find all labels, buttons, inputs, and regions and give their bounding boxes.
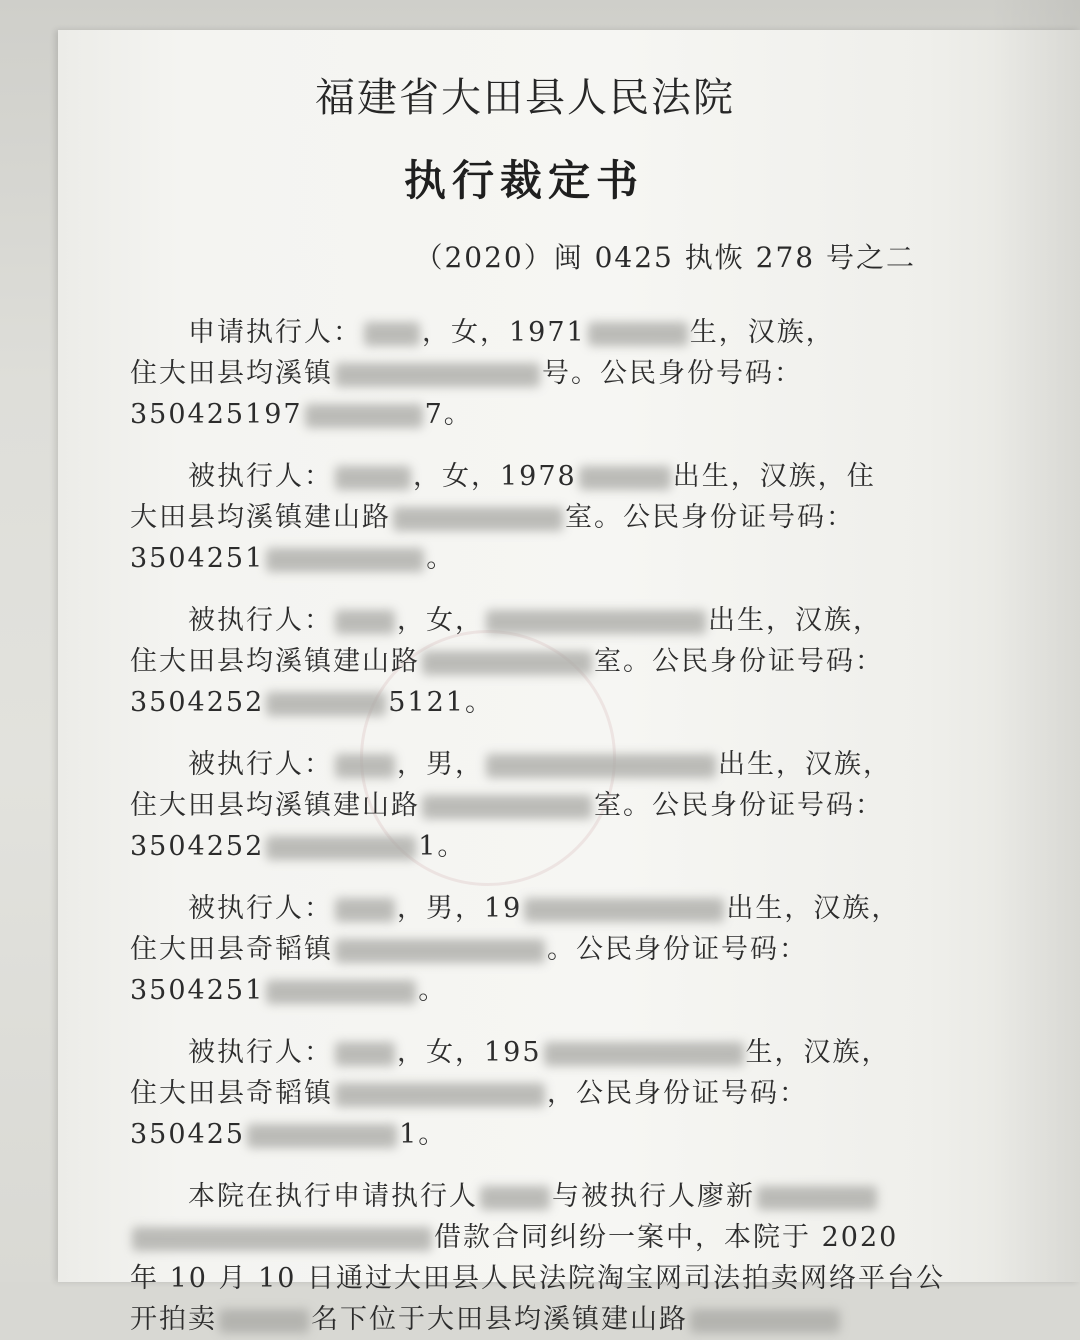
paragraph-line [130,1176,915,1217]
id-number-prefix: 3504252 [130,831,265,862]
redacted-address [335,939,545,963]
document-title: 执行裁定书 [403,156,644,205]
redacted-name [335,754,395,778]
redacted-name [219,1309,309,1333]
redacted-birthdate [524,898,724,922]
party-text: ，女，195 [397,1037,542,1068]
party-respondent [130,600,915,723]
party-text: 生，汉族， [689,317,835,348]
party-text: 出生，汉族， [718,749,892,780]
party-role: 申请执行人： [188,317,362,348]
redacted-birthdate [544,1042,744,1066]
party-text: 大田县均溪镇建山路 [130,502,391,533]
party-text: 出生，汉族， [708,605,882,636]
document-body [130,312,946,1340]
ruling-paragraph [130,1176,946,1340]
redacted-id [305,404,423,428]
party-text: 。公民身份证号码： [547,934,808,965]
paragraph-text: 与被执行人廖新 [552,1181,755,1212]
redacted-id [266,980,416,1004]
party-text: ，男，19 [397,893,523,924]
paragraph-text: 本院在执行申请执行人 [188,1181,478,1212]
party-text: ，公民身份证号码： [547,1078,808,1109]
court-name: 福建省大田县人民法院 [315,75,735,121]
party-text: ，男， [397,749,484,780]
party-text: 住大田县均溪镇建山路 [130,790,420,821]
redacted-address [422,795,592,819]
party-line [130,1073,915,1114]
party-line [130,456,915,497]
party-line [130,970,915,1011]
redacted-name [335,1042,395,1066]
redacted-birthdate [486,754,716,778]
party-text: 号。公民身份号码： [542,358,803,389]
party-text: ，女，1971 [422,317,586,348]
party-text: 住大田县均溪镇 [130,358,333,389]
paragraph-line [130,1217,915,1258]
party-line [130,353,915,394]
party-role: 被执行人： [188,749,333,780]
redacted-birthdate [588,322,688,346]
redacted-name [480,1186,550,1210]
party-text: 1。 [418,831,467,862]
party-line [130,1032,915,1073]
redacted-address [422,651,592,675]
party-text: 住大田县奇韬镇 [130,1078,333,1109]
redacted-id [247,1124,397,1148]
redacted-birthdate [579,466,671,490]
paragraph-text: 开拍卖 [130,1304,217,1335]
redacted-id [266,692,386,716]
party-respondent [130,888,915,1011]
party-text: 7。 [424,399,473,430]
party-text: 室。公民身份证号码： [565,502,855,533]
party-text: 室。公民身份证号码： [594,646,884,677]
party-text: 5121。 [388,687,494,718]
party-text: 。 [426,543,456,574]
party-line [130,600,915,641]
party-line [130,682,915,723]
id-number-prefix: 3504251 [130,543,265,574]
id-number-prefix: 350425 [130,1119,246,1150]
paragraph-line [130,1258,946,1299]
redacted-birthdate [486,610,706,634]
party-text: ，女，1978 [413,461,577,492]
id-number-prefix: 3504251 [130,975,265,1006]
party-text: 住大田县均溪镇建山路 [130,646,420,677]
paragraph-text: 名下位于大田县均溪镇建山路 [311,1304,688,1335]
party-line [130,538,915,579]
party-role: 被执行人： [188,605,333,636]
party-line [130,312,915,353]
redacted-name [335,610,395,634]
party-line [130,497,915,538]
paragraph-text: 年 10 月 10 日通过大田县人民法院淘宝网司法拍卖网络平台公 [130,1263,946,1294]
id-number-prefix: 3504252 [130,687,265,718]
party-text: 住大田县奇韬镇 [130,934,333,965]
id-number-prefix: 350425197 [130,399,303,430]
party-line [130,888,915,929]
party-line [130,744,915,785]
redacted-address [393,507,563,531]
party-text: 生，汉族， [745,1037,891,1068]
party-role: 被执行人： [188,893,333,924]
party-respondent [130,744,915,867]
party-text: 。 [418,975,448,1006]
redacted-id [266,548,424,572]
redacted-id [266,836,416,860]
case-number: （2020）闽 0425 执恢 278 号之二 [414,241,916,274]
party-text: 1。 [399,1119,448,1150]
party-text: 室。公民身份证号码： [594,790,884,821]
party-text: ，女， [397,605,484,636]
party-line [130,826,915,867]
redacted-address [335,363,540,387]
paragraph-line [130,1299,915,1340]
party-line [130,394,915,435]
party-respondent [130,456,915,579]
redacted-address [335,1083,545,1107]
party-line [130,929,915,970]
redacted-address [690,1309,840,1333]
party-role: 被执行人： [188,1037,333,1068]
paragraph-text: 借款合同纠纷一案中，本院于 2020 [434,1222,899,1253]
redacted-names [757,1186,877,1210]
party-line [130,641,915,682]
redacted-names [132,1227,432,1251]
party-text: 出生，汉族，住 [672,461,876,492]
party-role: 被执行人： [188,461,333,492]
party-line [130,1114,915,1155]
party-text: 出生，汉族， [726,893,901,924]
party-line [130,785,915,826]
redacted-name [364,322,420,346]
party-respondent [130,1032,915,1155]
redacted-name [335,898,395,922]
redacted-name [335,466,411,490]
party-applicant [130,312,915,435]
